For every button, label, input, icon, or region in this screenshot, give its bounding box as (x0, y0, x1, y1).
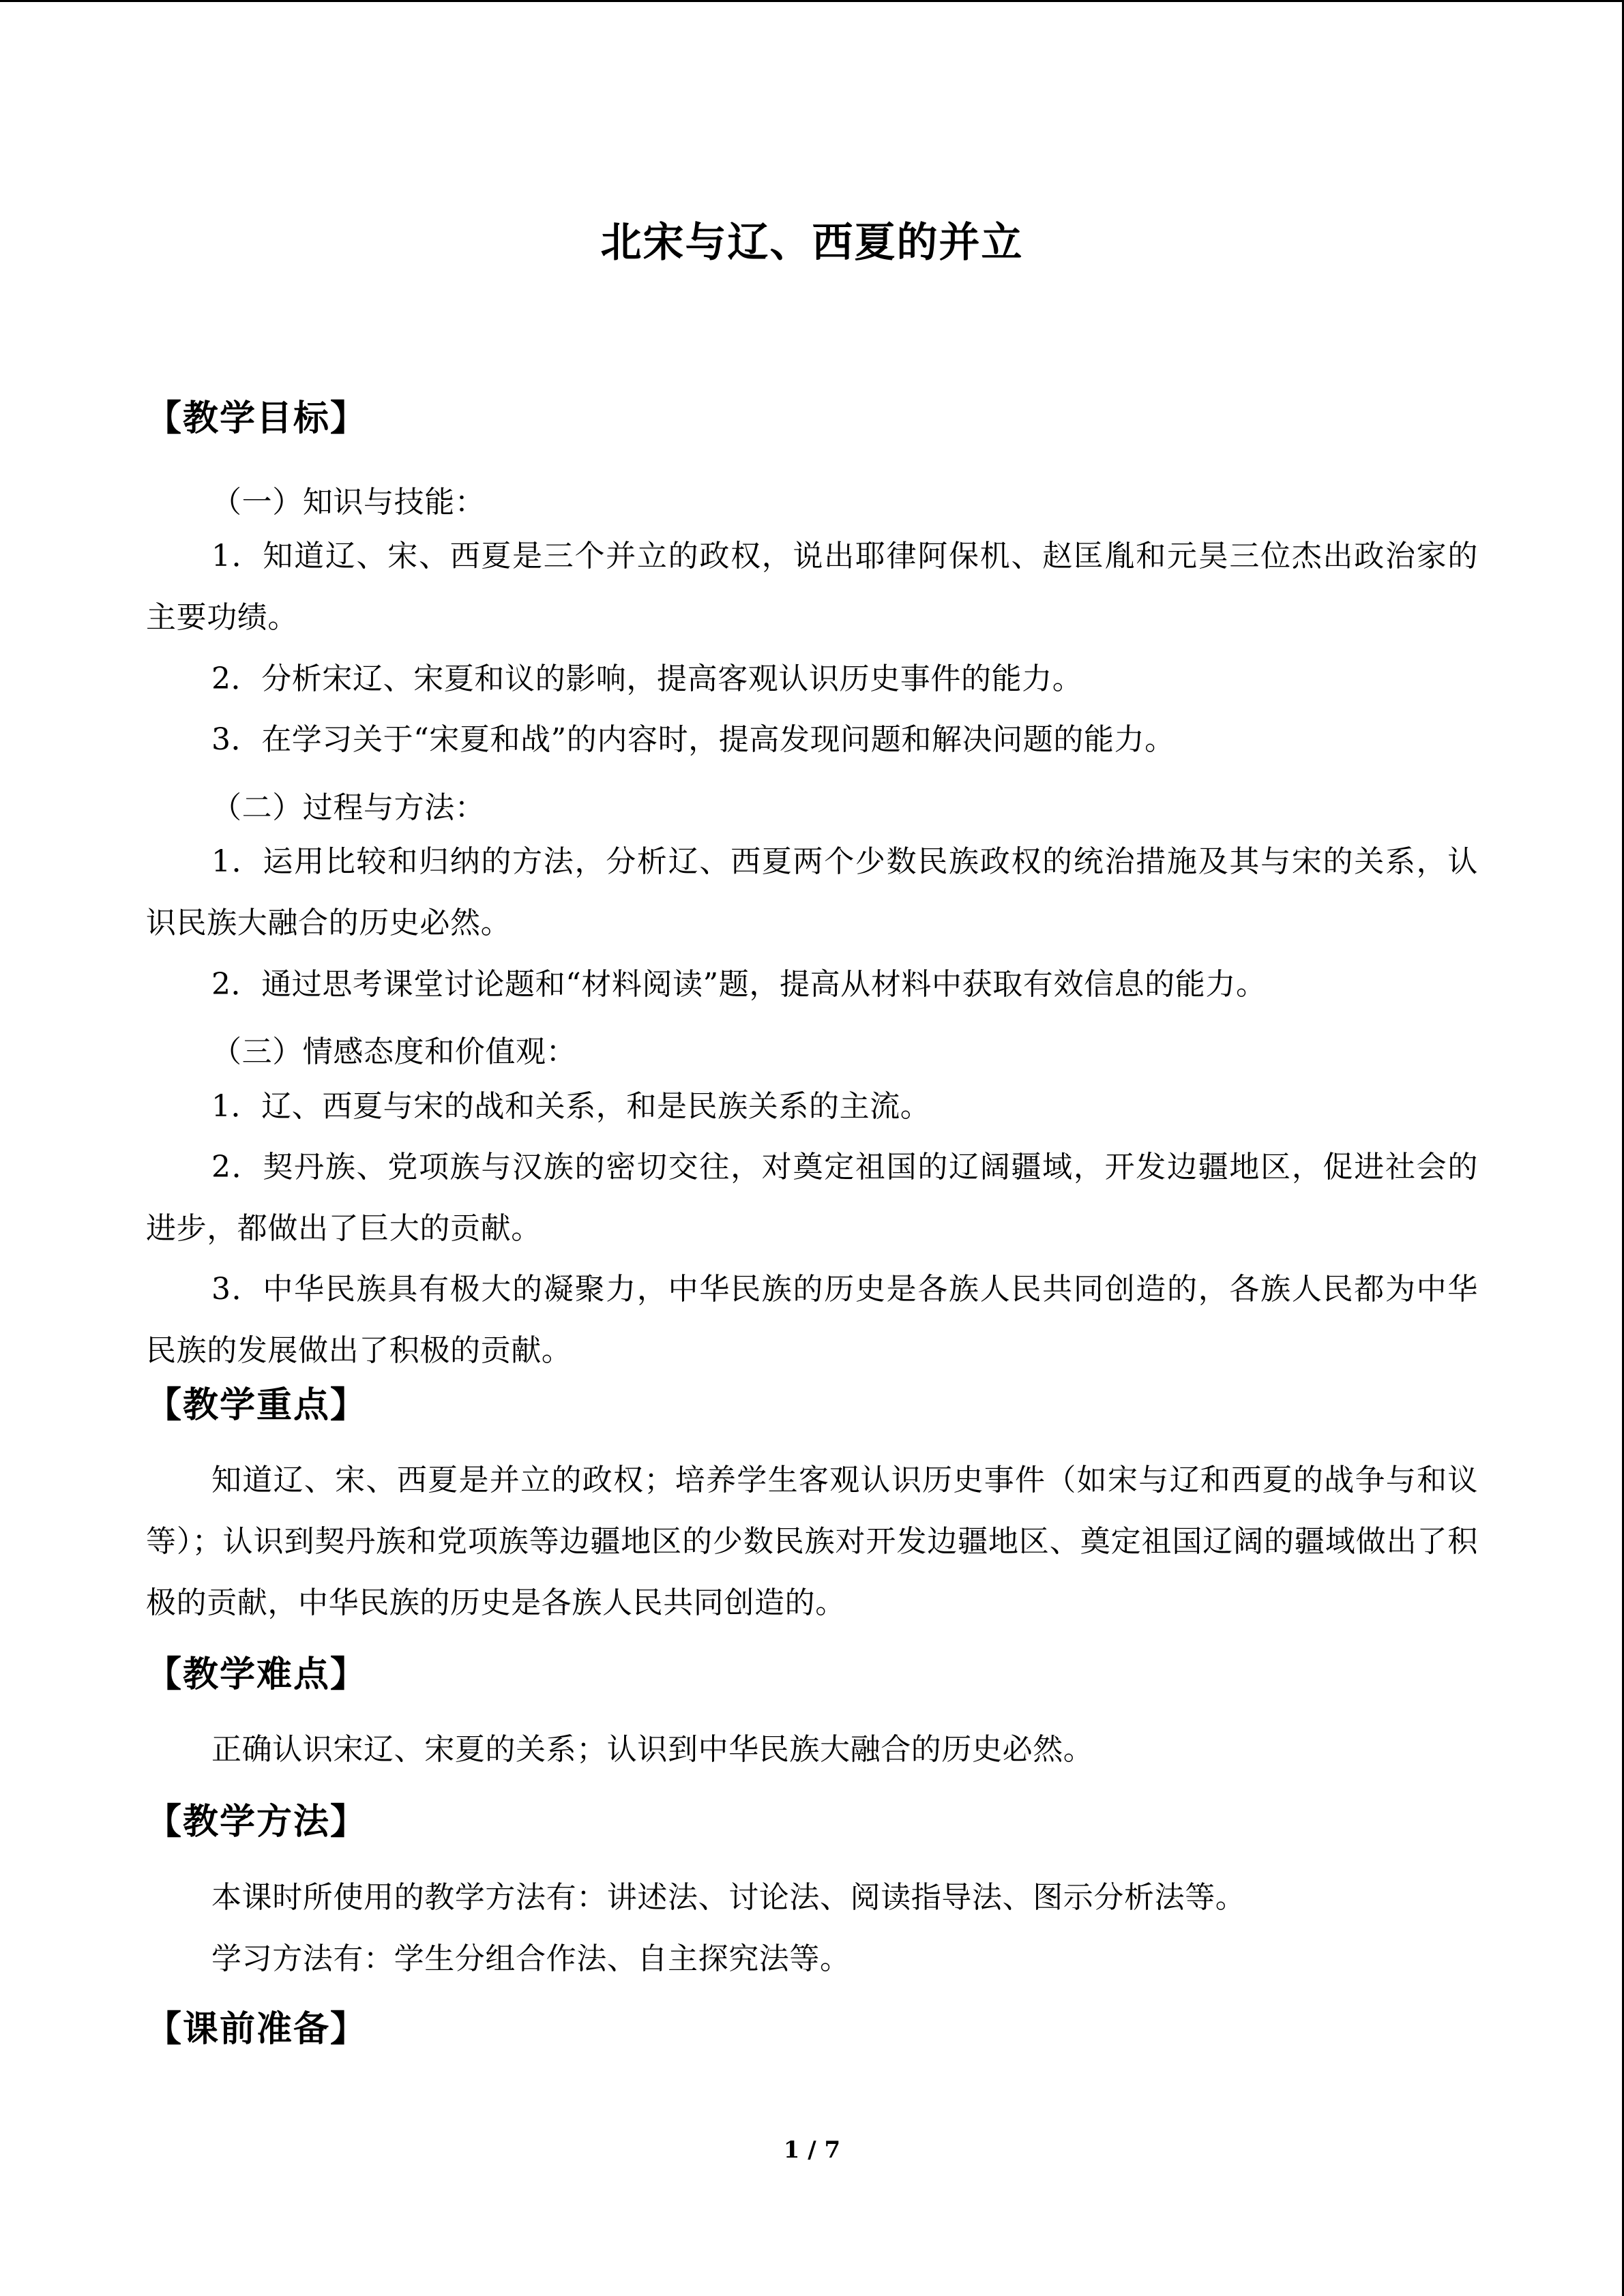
label-emotion-values: （三）情感态度和价值观： (211, 1034, 577, 1069)
heading-methods: 【教学方法】 (146, 1801, 368, 1843)
heading-key-points: 【教学重点】 (146, 1384, 368, 1426)
paragraph-process-1: 1．运用比较和归纳的方法，分析辽、西夏两个少数民族政权的统治措施及其与宋的关系，认识民族大融合的历史必然。 (146, 844, 1478, 940)
paragraph-process-2: 2．通过思考课堂讨论题和“材料阅读”题，提高从材料中获取有效信息的能力。 (211, 967, 1267, 1002)
paragraph-knowledge-2: 2．分析宋辽、宋夏和议的影响，提高客观认识历史事件的能力。 (211, 661, 1083, 696)
document-title: 北宋与辽、西夏的并立 (600, 219, 1024, 267)
paragraph-emotion-1: 1．辽、西夏与宋的战和关系，和是民族关系的主流。 (211, 1089, 931, 1124)
paragraph-difficulties: 正确认识宋辽、宋夏的关系；认识到中华民族大融合的历史必然。 (211, 1732, 1094, 1767)
paragraph-teaching-methods: 本课时所使用的教学方法有：讲述法、讨论法、阅读指导法、图示分析法等。 (211, 1880, 1246, 1915)
heading-difficulties: 【教学难点】 (146, 1654, 368, 1695)
label-knowledge-skills: （一）知识与技能： (211, 485, 486, 520)
paragraph-learning-methods: 学习方法有：学生分组合作法、自主探究法等。 (211, 1941, 851, 1976)
paragraph-knowledge-1: 1．知道辽、宋、西夏是三个并立的政权，说出耶律阿保机、赵匡胤和元昊三位杰出政治家的主要功绩。 (146, 539, 1478, 635)
heading-objectives: 【教学目标】 (146, 398, 368, 439)
paragraph-emotion-2: 2．契丹族、党项族与汉族的密切交往，对奠定祖国的辽阔疆域，开发边疆地区，促进社会的进步，都做出了巨大的贡献。 (146, 1150, 1478, 1246)
label-process-methods: （二）过程与方法： (211, 790, 486, 825)
paragraph-knowledge-3: 3．在学习关于“宋夏和战”的内容时，提高发现问题和解决问题的能力。 (211, 722, 1175, 757)
heading-preparation: 【课前准备】 (146, 2008, 368, 2050)
page-number: 1 / 7 (783, 2136, 841, 2164)
paragraph-key-points: 知道辽、宋、西夏是并立的政权；培养学生客观认识历史事件（如宋与辽和西夏的战争与和议等）；认识到契丹族和党项族等边疆地区的少数民族对开发边疆地区、奠定祖国辽阔的疆域做出了积极的贡献，中华民族的历史是各族人民共同创造的。 (146, 1463, 1478, 1620)
paragraph-emotion-3: 3．中华民族具有极大的凝聚力，中华民族的历史是各族人民共同创造的，各族人民都为中华民族的发展做出了积极的贡献。 (146, 1272, 1478, 1368)
